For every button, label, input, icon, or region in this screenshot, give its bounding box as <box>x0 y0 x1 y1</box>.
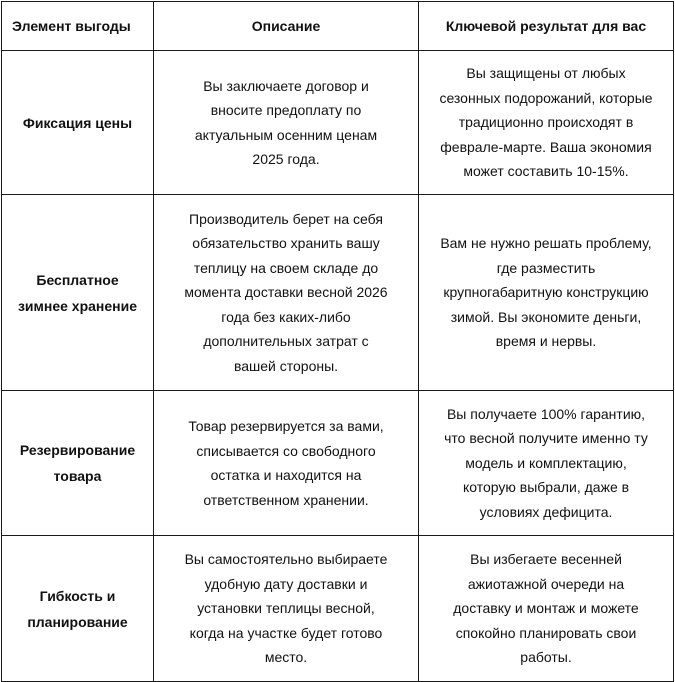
column-header-description: Описание <box>154 2 419 51</box>
benefit-cell: Гибкость и планирование <box>2 536 154 682</box>
description-cell: Товар резервируется за вами, списывается со свободного остатка и находится на ответственном хранении. <box>154 391 419 536</box>
description-cell: Вы самостоятельно выбираете удобную дату доставки и установки теплицы весной, когда на участке будет готово место. <box>154 536 419 682</box>
table-row <box>2 536 674 682</box>
table-row <box>2 195 674 391</box>
benefit-cell: Фиксация цены <box>2 51 154 195</box>
result-cell: Вы защищены от любых сезонных подорожаний, которые традиционно происходят в феврале-марте. Ваша экономия может составить 10-15%. <box>419 51 674 195</box>
table-row <box>2 51 674 195</box>
table-row <box>2 391 674 536</box>
benefit-cell: Бесплатное зимнее хранение <box>2 195 154 391</box>
description-cell: Производитель берет на себя обязательство хранить вашу теплицу на своем складе до момента доставки весной 2026 года без каких-либо дополнительных затрат с вашей стороны. <box>154 195 419 391</box>
result-cell: Вы получаете 100% гарантию, что весной получите именно ту модель и комплектацию, которую выбрали, даже в условиях дефицита. <box>419 391 674 536</box>
result-cell: Вы избегаете весенней ажиотажной очереди на доставку и монтаж и можете спокойно планировать свои работы. <box>419 536 674 682</box>
table-header-row <box>2 2 674 51</box>
benefits-table <box>1 1 674 682</box>
benefit-cell: Резервирование товара <box>2 391 154 536</box>
description-cell: Вы заключаете договор и вносите предоплату по актуальным осенним ценам 2025 года. <box>154 51 419 195</box>
result-cell: Вам не нужно решать проблему, где разместить крупногабаритную конструкцию зимой. Вы экономите деньги, время и нервы. <box>419 195 674 391</box>
column-header-benefit: Элемент выгоды <box>2 2 154 51</box>
column-header-result: Ключевой результат для вас <box>419 2 674 51</box>
